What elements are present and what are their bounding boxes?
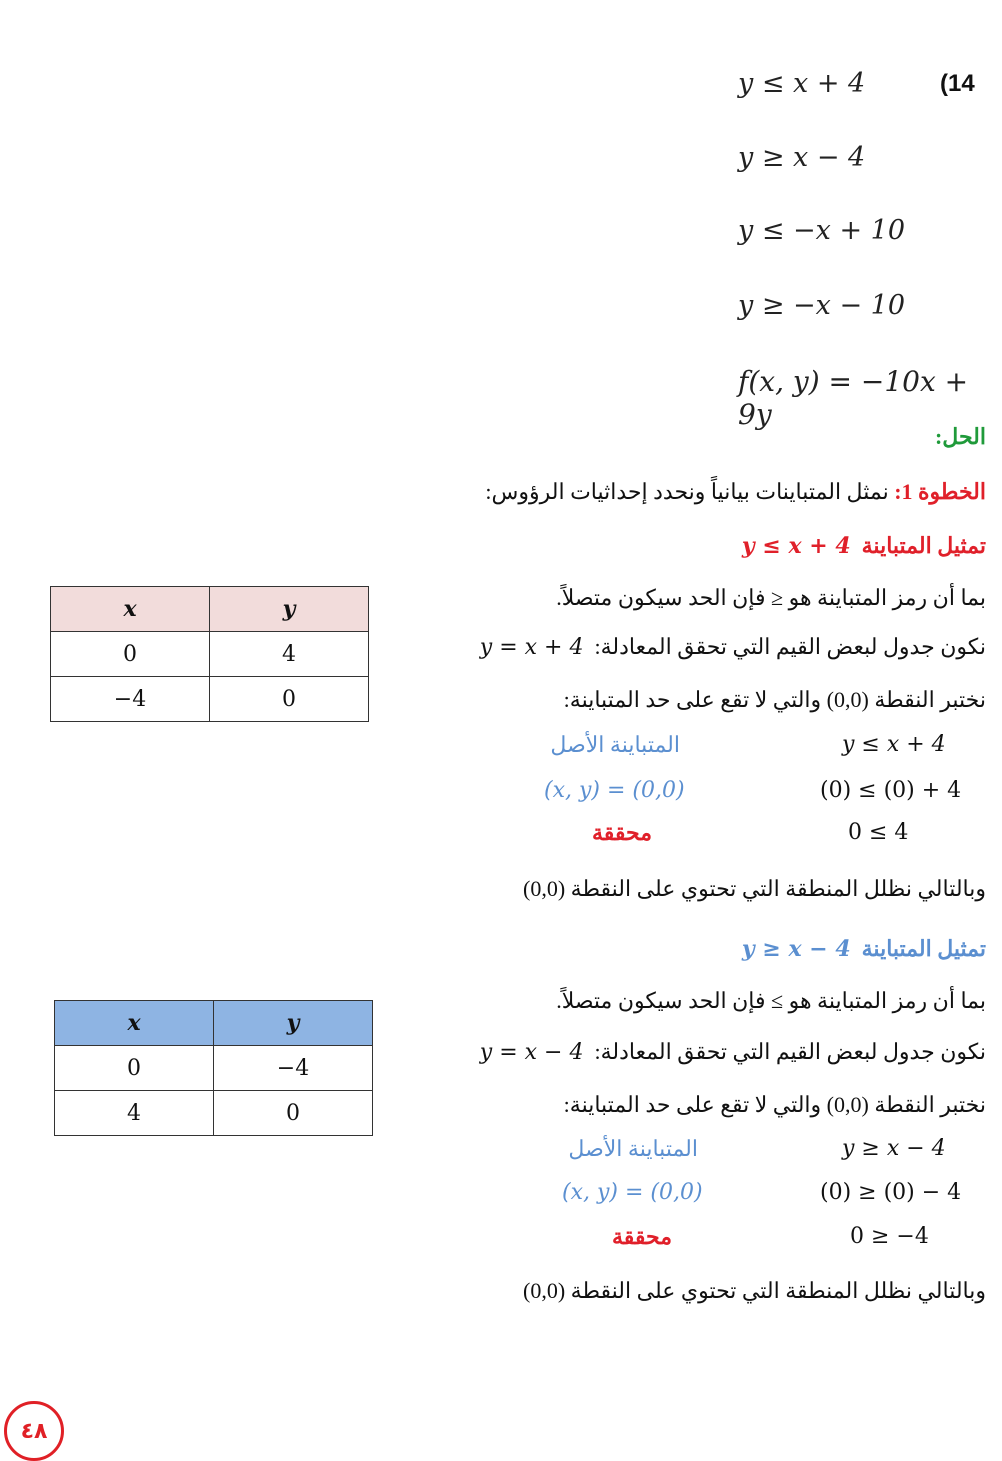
- section1-verified: محققة: [591, 820, 652, 845]
- section1-test-right-2: (x, y) = (0,0): [544, 778, 685, 803]
- table-cell: 4: [55, 1091, 214, 1136]
- table-header-y: y: [210, 587, 369, 632]
- section1-table-line-text: نكون جدول لبعض القيم التي تحقق المعادلة:: [594, 634, 986, 659]
- table-cell: 0: [210, 677, 369, 722]
- section2-verified: محققة: [611, 1224, 672, 1249]
- section2-test-left-3: 0 ≥ −4: [850, 1224, 929, 1249]
- table-cell: 0: [55, 1046, 214, 1091]
- section1-test-left-1: y ≤ x + 4: [842, 732, 946, 757]
- table-cell: −4: [214, 1046, 373, 1091]
- objective-function: f(x, y) = −10x + 9y: [738, 365, 969, 431]
- section2-test-left-2: (0) ≥ (0) − 4: [820, 1180, 962, 1205]
- section2-heading: [742, 936, 986, 962]
- section2-values-table: [54, 1000, 373, 1136]
- section2-test-right-1: المتباينة الأصل: [568, 1136, 698, 1161]
- problem-number: (14: [940, 70, 975, 97]
- section1-heading: [742, 533, 986, 559]
- section2-table-line-text: نكون جدول لبعض القيم التي تحقق المعادلة:: [594, 1039, 986, 1064]
- section1-values-table: [50, 586, 369, 722]
- section1-test-line: نختبر النقطة (0,0) والتي لا تقع على حد المتباينة:: [563, 687, 986, 712]
- section2-test-line: نختبر النقطة (0,0) والتي لا تقع على حد المتباينة:: [563, 1092, 986, 1117]
- table-cell: 4: [210, 632, 369, 677]
- section2-solid-line: بما أن رمز المتباينة هو ≥ فإن الحد سيكون متصلاً.: [556, 988, 986, 1013]
- table-row: [55, 1046, 373, 1091]
- table-header-y: y: [214, 1001, 373, 1046]
- page-number-badge: ٤٨: [4, 1401, 64, 1461]
- table-header-row: [51, 587, 369, 632]
- section1-test-left-2: (0) ≤ (0) + 4: [820, 778, 962, 803]
- inequality-4: y ≥ −x − 10: [738, 290, 906, 321]
- section1-heading-math: y ≤ x + 4: [741, 533, 851, 559]
- step1-label: الخطوة 1:: [894, 479, 986, 504]
- section2-heading-math: y ≥ x − 4: [741, 936, 851, 962]
- table-header-x: x: [51, 587, 210, 632]
- table-header-row: [55, 1001, 373, 1046]
- table-cell: −4: [51, 677, 210, 722]
- section1-test-left-3: 0 ≤ 4: [848, 820, 909, 845]
- section2-conclusion: وبالتالي نظلل المنطقة التي تحتوي على النقطة (0,0): [523, 1278, 986, 1303]
- section1-solid-line: بما أن رمز المتباينة هو ≤ فإن الحد سيكون متصلاً.: [556, 585, 986, 610]
- table-row: [51, 677, 369, 722]
- section2-equation: y = x − 4: [479, 1040, 584, 1065]
- table-cell: 0: [214, 1091, 373, 1136]
- section1-conclusion: وبالتالي نظلل المنطقة التي تحتوي على النقطة (0,0): [523, 876, 986, 901]
- table-row: [55, 1091, 373, 1136]
- section2-test-left-1: y ≥ x − 4: [842, 1136, 946, 1161]
- section2-heading-text: تمثيل المتباينة: [861, 936, 986, 961]
- section1-test-right-1: المتباينة الأصل: [550, 732, 680, 757]
- inequality-2: y ≥ x − 4: [738, 142, 866, 173]
- table-cell: 0: [51, 632, 210, 677]
- solution-label: الحل:: [934, 424, 986, 449]
- inequality-1: y ≤ x + 4: [738, 68, 866, 99]
- section1-heading-text: تمثيل المتباينة: [861, 533, 986, 558]
- table-header-x: x: [55, 1001, 214, 1046]
- section1-equation: y = x + 4: [479, 635, 584, 660]
- inequality-3: y ≤ −x + 10: [738, 215, 906, 246]
- step1-line: [485, 479, 986, 505]
- section2-table-line: [480, 1039, 986, 1065]
- step1-text: نمثل المتباينات بيانياً ونحدد إحداثيات الرؤوس:: [485, 479, 889, 504]
- table-row: [51, 632, 369, 677]
- section1-table-line: [480, 634, 986, 660]
- section2-test-right-2: (x, y) = (0,0): [562, 1180, 703, 1205]
